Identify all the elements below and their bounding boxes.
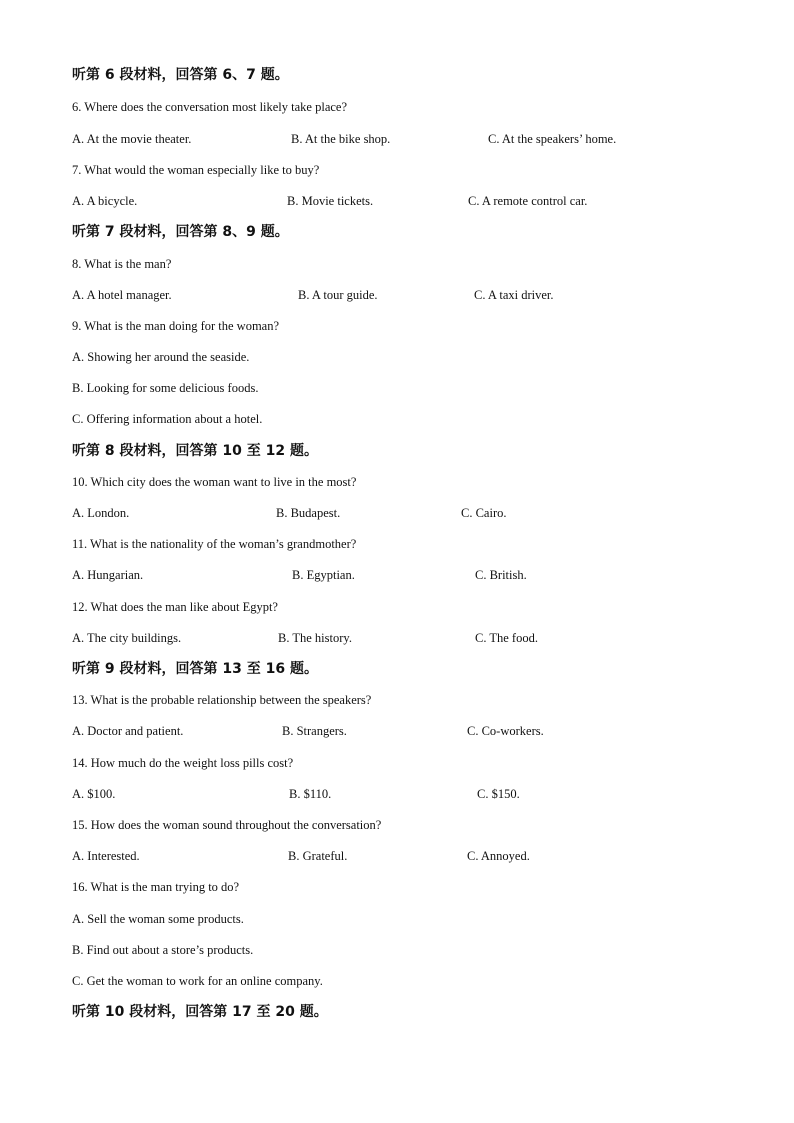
question-6-option-a: A. At the movie theater. <box>72 132 192 146</box>
question-8-option-b: B. A tour guide. <box>298 288 378 302</box>
question-7-option-a: A. A bicycle. <box>72 194 138 208</box>
question-13-stem: 13. What is the probable relationship between the speakers? <box>72 693 372 707</box>
question-14-stem: 14. How much do the weight loss pills cost? <box>72 756 294 770</box>
question-9-stem: 9. What is the man doing for the woman? <box>72 319 280 333</box>
question-16-option-c: C. Get the woman to work for an online company. <box>72 974 323 988</box>
question-11-stem: 11. What is the nationality of the woman’s grandmother? <box>72 537 357 551</box>
question-16-stem: 16. What is the man trying to do? <box>72 880 240 894</box>
question-8-option-c: C. A taxi driver. <box>474 288 554 302</box>
question-10-option-b: B. Budapest. <box>276 506 341 520</box>
section-heading-9: 听第 9 段材料，回答第 13 至 16 题。 <box>72 661 318 677</box>
question-10-stem: 10. Which city does the woman want to live in the most? <box>72 475 357 489</box>
section-heading-7: 听第 7 段材料，回答第 8、9 题。 <box>72 224 289 240</box>
question-15-stem: 15. How does the woman sound throughout the conversation? <box>72 818 382 832</box>
section-heading-6: 听第 6 段材料，回答第 6、7 题。 <box>72 67 289 83</box>
question-15-option-b: B. Grateful. <box>288 849 348 863</box>
question-8-option-a: A. A hotel manager. <box>72 288 172 302</box>
question-7-option-c: C. A remote control car. <box>468 194 588 208</box>
question-13-option-a: A. Doctor and patient. <box>72 724 184 738</box>
question-9-option-a: A. Showing her around the seaside. <box>72 350 250 364</box>
question-7-stem: 7. What would the woman especially like to buy? <box>72 163 320 177</box>
question-15-option-c: C. Annoyed. <box>467 849 530 863</box>
question-6-option-c: C. At the speakers’ home. <box>488 132 617 146</box>
question-11-option-a: A. Hungarian. <box>72 568 144 582</box>
section-heading-10: 听第 10 段材料，回答第 17 至 20 题。 <box>72 1004 328 1020</box>
question-13-option-c: C. Co-workers. <box>467 724 544 738</box>
question-12-stem: 12. What does the man like about Egypt? <box>72 600 278 614</box>
question-11-option-c: C. British. <box>475 568 527 582</box>
question-10-option-a: A. London. <box>72 506 130 520</box>
question-14-option-a: A. $100. <box>72 787 116 801</box>
question-6-option-b: B. At the bike shop. <box>291 132 391 146</box>
question-14-option-b: B. $110. <box>289 787 332 801</box>
question-12-option-a: A. The city buildings. <box>72 631 182 645</box>
question-14-option-c: C. $150. <box>477 787 520 801</box>
question-13-option-b: B. Strangers. <box>282 724 347 738</box>
question-16-option-a: A. Sell the woman some products. <box>72 912 244 926</box>
question-8-stem: 8. What is the man? <box>72 257 172 271</box>
question-9-option-b: B. Looking for some delicious foods. <box>72 381 259 395</box>
question-12-option-c: C. The food. <box>475 631 538 645</box>
question-9-option-c: C. Offering information about a hotel. <box>72 412 263 426</box>
question-15-option-a: A. Interested. <box>72 849 140 863</box>
question-10-option-c: C. Cairo. <box>461 506 507 520</box>
question-16-option-b: B. Find out about a store’s products. <box>72 943 254 957</box>
question-7-option-b: B. Movie tickets. <box>287 194 374 208</box>
question-11-option-b: B. Egyptian. <box>292 568 355 582</box>
question-12-option-b: B. The history. <box>278 631 352 645</box>
question-6-stem: 6. Where does the conversation most likely take place? <box>72 100 348 114</box>
section-heading-8: 听第 8 段材料，回答第 10 至 12 题。 <box>72 443 318 459</box>
